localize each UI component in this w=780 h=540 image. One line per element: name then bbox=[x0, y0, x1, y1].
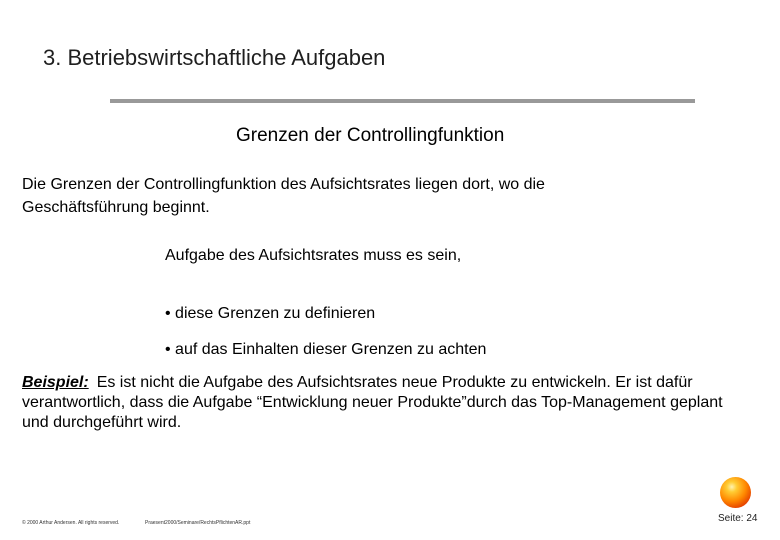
orange-sphere-logo-icon bbox=[720, 477, 751, 508]
task-heading: Aufgabe des Aufsichtsrates muss es sein, bbox=[165, 247, 462, 264]
footer-copyright: © 2000 Arthur Andersen. All rights reserved. bbox=[22, 520, 120, 526]
example-text: Es ist nicht die Aufgabe des Aufsichtsrates neue Produkte zu entwickeln. Er ist dafür verantwortlich, dass die Aufgabe “Entwicklung neuer Produkte”durch das Top-Management geplant und durchgeführt wird. bbox=[22, 374, 723, 431]
example-label: Beispiel: bbox=[22, 374, 89, 391]
example-block bbox=[22, 373, 747, 433]
intro-paragraph: Die Grenzen der Controllingfunktion des Aufsichtsrates liegen dort, wo die Geschäftsführung beginnt. bbox=[22, 176, 545, 216]
bullet-item: • diese Grenzen zu definieren bbox=[165, 305, 376, 322]
slide-subtitle: Grenzen der Controllingfunktion bbox=[236, 125, 505, 146]
page-number: Seite: 24 bbox=[718, 513, 758, 524]
slide-title: 3. Betriebswirtschaftliche Aufgaben bbox=[43, 45, 386, 70]
bullet-item: • auf das Einhalten dieser Grenzen zu achten bbox=[165, 341, 487, 358]
footer-file-path: Praesent2000/Seminare/RechtsPflichtenAR.ppt bbox=[145, 520, 251, 526]
title-divider bbox=[110, 99, 695, 103]
